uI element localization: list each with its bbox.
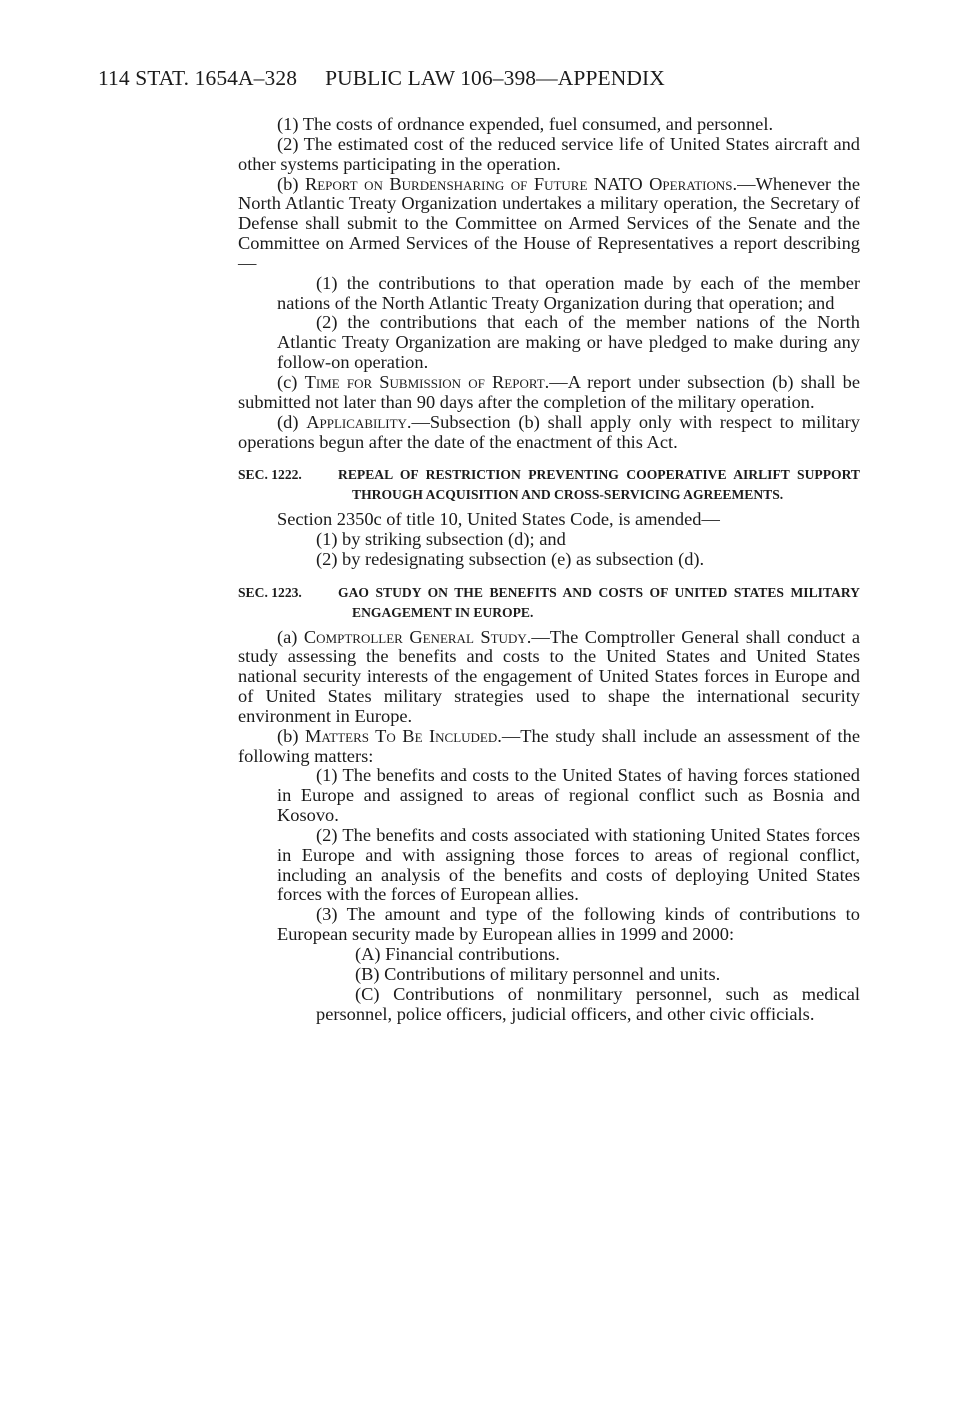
section-1222-item-1: (1) by striking subsection (d); and — [316, 529, 566, 549]
section-1223-subsection-a — [238, 628, 860, 727]
matter-item-3b: (B) Contributions of military personnel and units. — [355, 963, 721, 984]
matter-item-3c: (C) Contributions of nonmilitary personnel, such as medical personnel, police officers, judicial officers, and other civic officials. — [316, 983, 860, 1024]
subsection-b-item-2: (2) the contributions that each of the member nations of the North Atlantic Treaty Organization are making or have pledged to make during any follow-on operation. — [277, 312, 860, 373]
section-1223-subsection-b — [238, 727, 860, 767]
section-1222-title: REPEAL OF RESTRICTION PREVENTING COOPERATIVE AIRLIFT SUPPORT THROUGH ACQUISITION AND CROSS-SERVICING AGREEMENTS. — [338, 467, 860, 503]
subsection-d-heading: Applicability. — [306, 411, 412, 432]
section-1222-number: SEC. 1222. — [238, 467, 302, 483]
matter-item-3a: (A) Financial contributions. — [355, 944, 560, 964]
matters-prefix: (b) — [277, 725, 305, 746]
subsection-a-text: —The Comptroller General shall conduct a study assessing the benefits and costs to the United States and United States national security interests of the engagement of United States forces in Europe and of United States military strategies used to shape the international security environment in Europe. — [238, 626, 860, 726]
section-1223-heading — [238, 583, 860, 623]
subsection-b — [238, 175, 860, 274]
section-1223-number: SEC. 1223. — [238, 584, 302, 600]
public-law-reference: PUBLIC LAW 106–398—APPENDIX — [325, 66, 665, 90]
matter-item-3: (3) The amount and type of the following kinds of contributions to European security made by European allies in 1999 and 2000: — [277, 904, 860, 945]
matters-heading: Matters To Be Included. — [304, 725, 502, 746]
page-body — [238, 115, 860, 1024]
section-1223-title: GAO STUDY ON THE BENEFITS AND COSTS OF UNITED STATES MILITARY ENGAGEMENT IN EUROPE. — [338, 584, 860, 620]
section-1222-intro: Section 2350c of title 10, United States Code, is amended— — [277, 509, 720, 530]
page-header — [98, 66, 665, 91]
subsection-b-heading: Report on Burdensharing of Future NATO Operations. — [304, 173, 738, 194]
paragraph-2: (2) The estimated cost of the reduced service life of United States aircraft and other systems participating in the operation. — [238, 133, 860, 174]
subsection-d — [238, 413, 860, 453]
matters-text: —The study shall include an assessment of the following matters: — [238, 725, 861, 766]
subsection-b-item-1: (1) the contributions to that operation made by each of the member nations of the North Atlantic Treaty Organization during that operation; and — [277, 272, 860, 313]
section-1222-item-2: (2) by redesignating subsection (e) as subsection (d). — [316, 548, 705, 569]
subsection-b-text: —Whenever the North Atlantic Treaty Organization undertakes a military operation, the Secretary of Defense shall submit to the Committee on Armed Services of the Senate and the Committee on Armed Services of the House of Representatives a report describing— — [238, 173, 860, 273]
section-1222-heading — [238, 465, 860, 505]
subsection-c-prefix: (c) — [277, 371, 305, 392]
subsection-d-text: —Subsection (b) shall apply only with respect to military operations begun after the date of the enactment of this Act. — [238, 411, 860, 452]
subsection-a-heading: Comptroller General Study. — [303, 626, 532, 647]
subsection-b-prefix: (b) — [277, 173, 305, 194]
paragraph-1: (1) The costs of ordnance expended, fuel consumed, and personnel. — [277, 114, 774, 134]
subsection-c-text: —A report under subsection (b) shall be submitted not later than 90 days after the completion of the military operation. — [238, 371, 861, 412]
matter-item-1: (1) The benefits and costs to the United States of having forces stationed in Europe and assigned to areas of regional conflict such as Bosnia and Kosovo. — [277, 765, 860, 826]
subsection-c — [238, 373, 860, 413]
subsection-c-heading: Time for Submission of Report. — [304, 371, 550, 392]
subsection-d-prefix: (d) — [277, 411, 307, 432]
statute-citation: 114 STAT. 1654A–328 — [98, 66, 298, 90]
subsection-a-prefix: (a) — [277, 626, 304, 647]
matter-item-2: (2) The benefits and costs associated with stationing United States forces in Europe and with assigning those forces to areas of regional conflict, including an analysis of the benefits and costs of deploying United States forces with the forces of European allies. — [277, 824, 860, 905]
